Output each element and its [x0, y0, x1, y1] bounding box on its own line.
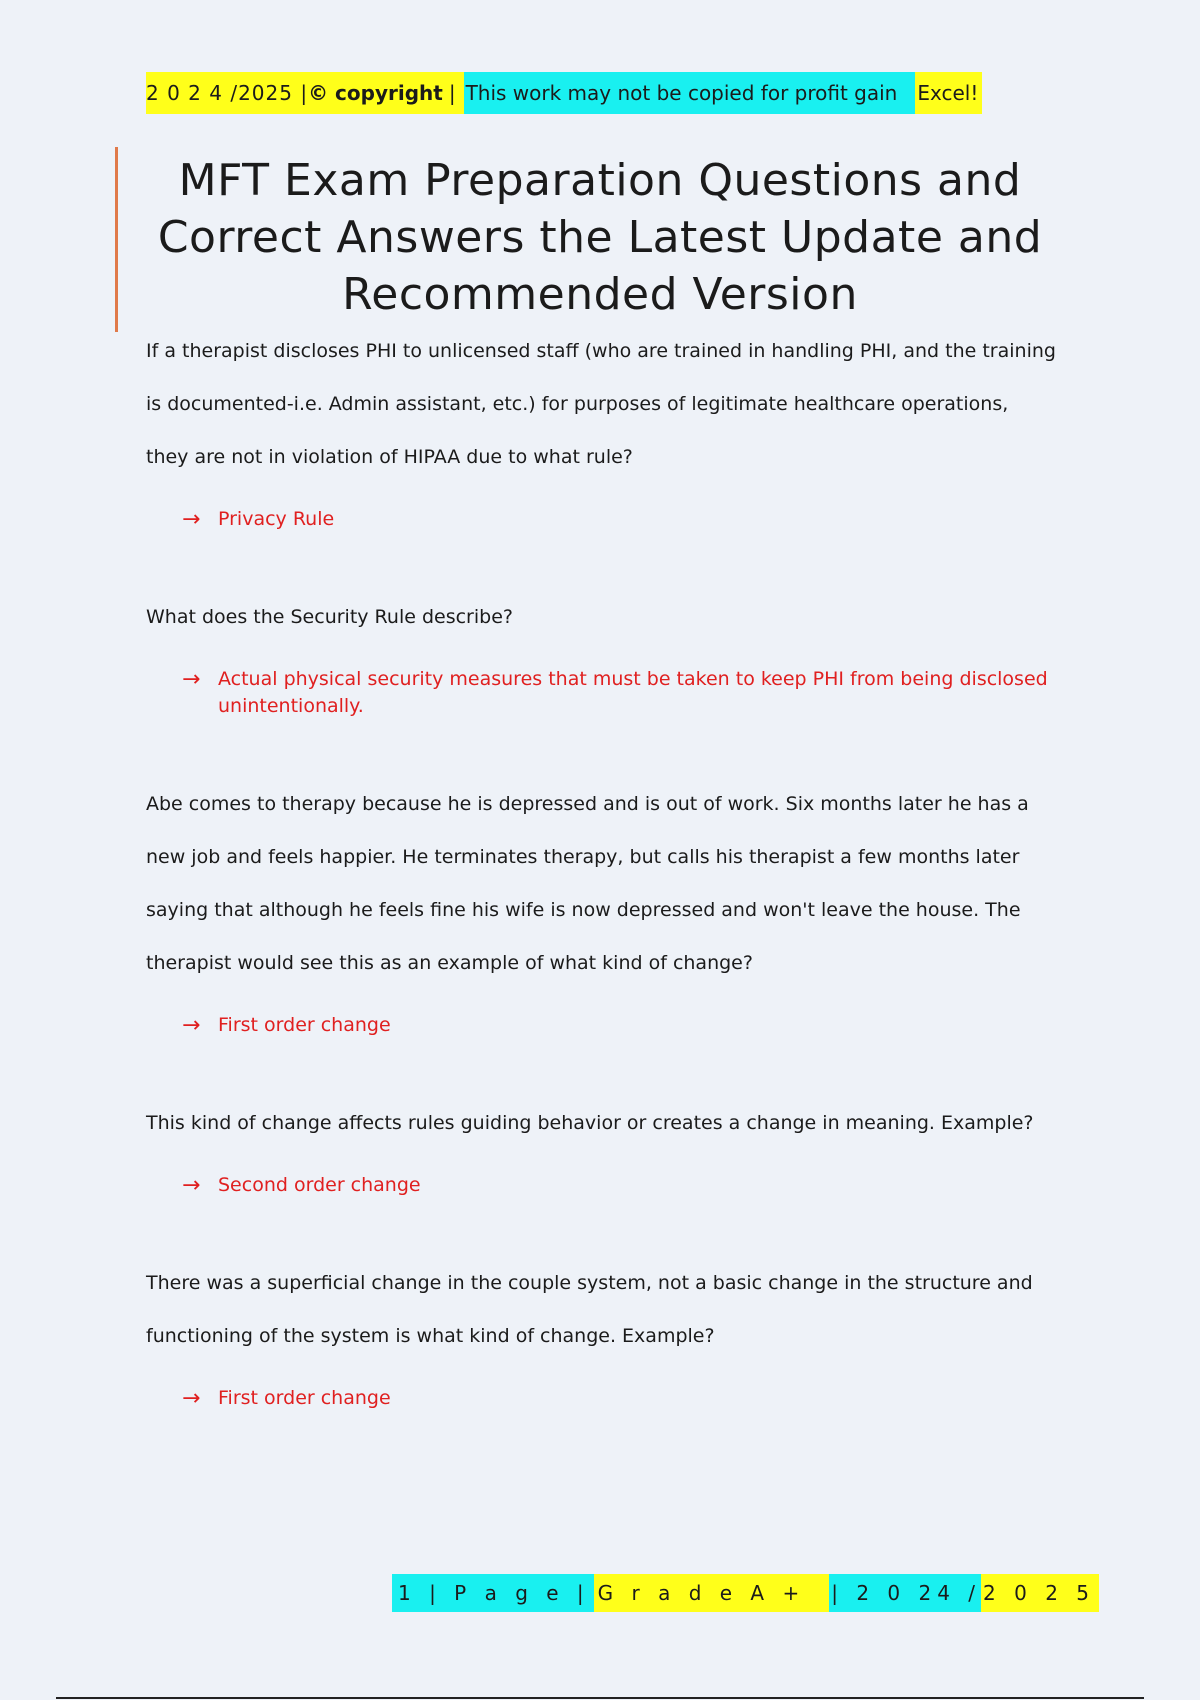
header-bar: [146, 72, 982, 114]
arrow-icon: →: [182, 667, 201, 692]
answer-1: [182, 506, 1056, 533]
question-5: There was a superficial change in the couple system, not a basic change in the structure and functioning of the system is what kind of change. Example?: [146, 1272, 1033, 1347]
footer-grade: G r a d e A +: [594, 1574, 830, 1612]
header-separator: |: [449, 72, 464, 114]
qa-list: [146, 325, 1056, 1412]
answer-text: Second order change: [218, 1174, 421, 1196]
footer-year-part2: 2 0 2 5: [981, 1574, 1099, 1612]
arrow-icon: →: [182, 1386, 201, 1411]
answer-2: [182, 666, 1056, 720]
question-4: This kind of change affects rules guiding behavior or creates a change in meaning. Example?: [146, 1112, 1034, 1134]
answer-text: Actual physical security measures that must be taken to keep PHI from being disclosed unintentionally.: [218, 668, 1048, 717]
header-year: 2 0 2 4 /2025 |: [146, 72, 308, 114]
answer-3: [182, 1012, 1056, 1039]
answer-text: First order change: [218, 1387, 391, 1409]
question-1: If a therapist discloses PHI to unlicensed staff (who are trained in handling PHI, and the training is documented-i.e. Admin assistant, etc.) for purposes of legitimate healthcare operations, they are not in violation of HIPAA due to what rule?: [146, 340, 1056, 468]
bottom-divider: [56, 1697, 1144, 1699]
answer-text: Privacy Rule: [218, 508, 335, 530]
header-warning: This work may not be copied for profit gain: [464, 72, 916, 114]
footer-bar: [392, 1574, 1099, 1612]
header-copyright: © copyright: [308, 72, 449, 114]
answer-text: First order change: [218, 1014, 391, 1036]
title-accent-rule: [115, 147, 118, 332]
arrow-icon: →: [182, 507, 201, 532]
footer-year-part1: | 2 0 24 /: [829, 1574, 981, 1612]
answer-5: [182, 1385, 1056, 1412]
answer-4: [182, 1172, 1056, 1199]
header-excel: Excel!: [915, 72, 982, 114]
page-title: MFT Exam Preparation Questions and Correct Answers the Latest Update and Recommended Version: [157, 155, 1043, 320]
arrow-icon: →: [182, 1173, 201, 1198]
question-3: Abe comes to therapy because he is depressed and is out of work. Six months later he has a new job and feels happier. He terminates therapy, but calls his therapist a few months later saying that although he feels fine his wife is now depressed and won't leave the house. The therapist would see this as an example of what kind of change?: [146, 793, 1029, 974]
arrow-icon: →: [182, 1013, 201, 1038]
footer-page: 1 | P a g e |: [392, 1574, 594, 1612]
question-2: What does the Security Rule describe?: [146, 606, 513, 628]
